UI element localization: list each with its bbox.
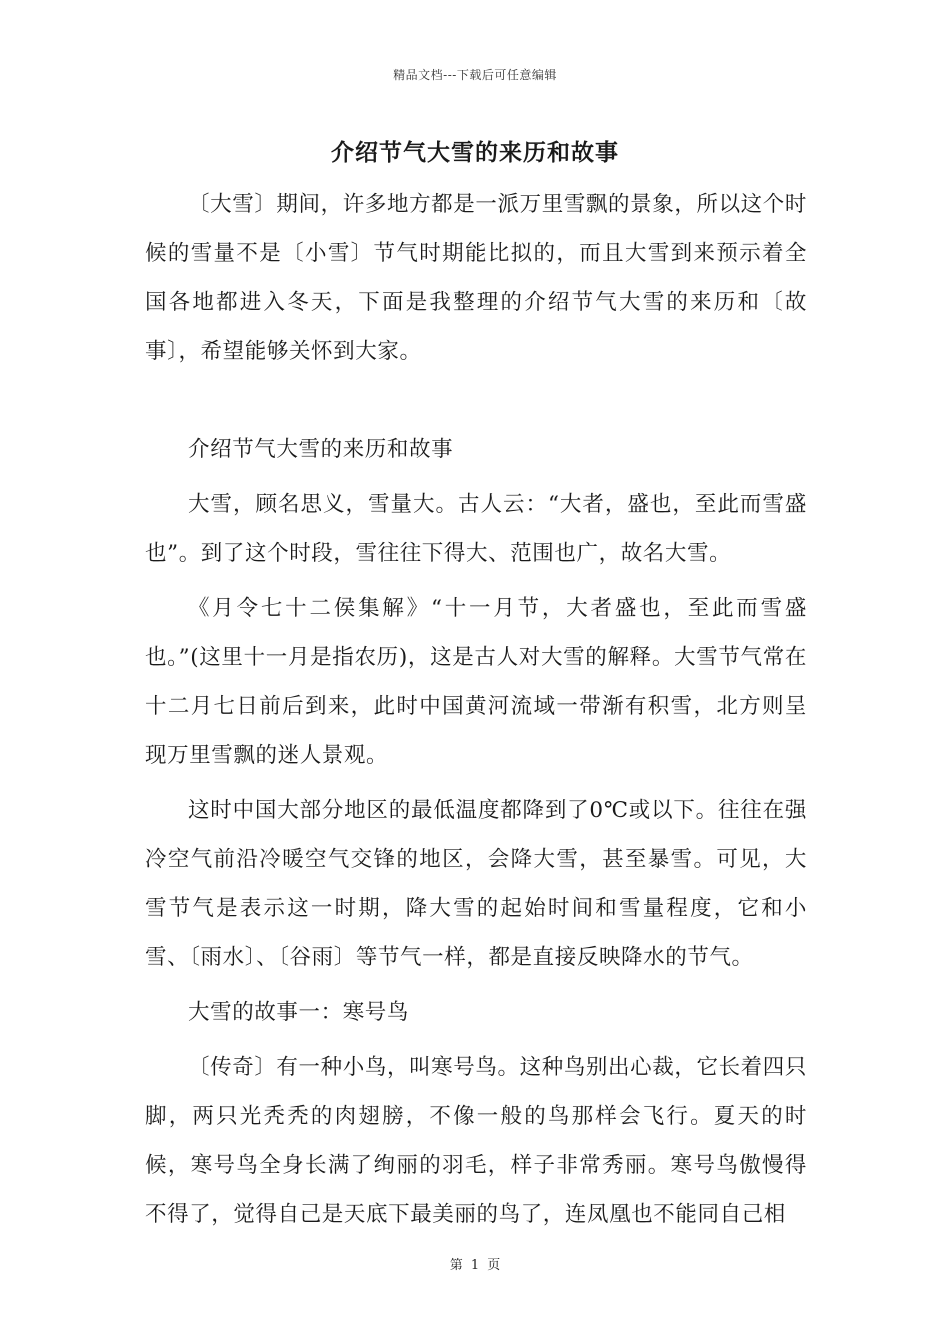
intro-paragraph: 〔大雪〕期间，许多地方都是一派万里雪飘的景象，所以这个时候的雪量不是〔小雪〕节气时期能比拟的，而且大雪到来预示着全国各地都进入冬天，下面是我整理的介绍节气大雪的来历和〔故事〕，希望能够关怀到大家。: [145, 192, 807, 364]
section-heading: 介绍节气大雪的来历和故事: [188, 437, 454, 462]
body-paragraph: 大雪，顾名思义，雪量大。古人云：“大者，盛也，至此而雪盛也”。到了这个时段，雪往往下得大、范围也广，故名大雪。: [145, 492, 807, 566]
body-paragraph: 《月令七十二侯集解》“十一月节，大者盛也，至此而雪盛也。”(这里十一月是指农历)，这是古人对大雪的解释。大雪节气常在十二月七日前后到来，此时中国黄河流域一带渐有积雪，北方则呈现万里雪飘的迷人景观。: [145, 596, 807, 768]
document-body: [145, 180, 807, 1239]
body-paragraph: 〔传奇〕有一种小鸟，叫寒号鸟。这种鸟别出心裁，它长着四只脚，两只光秃秃的肉翅膀，不像一般的鸟那样会飞行。夏天的时候，寒号鸟全身长满了绚丽的羽毛，样子非常秀丽。寒号鸟傲慢得不得了，觉得自己是天底下最美丽的鸟了，连凤凰也不能同自己相: [145, 1055, 807, 1227]
story-heading: 大雪的故事一：寒号鸟: [188, 1000, 410, 1025]
body-paragraph: 这时中国大部分地区的最低温度都降到了0℃或以下。往往在强冷空气前沿冷暖空气交锋的地区，会降大雪，甚至暴雪。可见，大雪节气是表示这一时期，降大雪的起始时间和雪量程度，它和小雪、〔雨水〕、〔谷雨〕等节气一样，都是直接反映降水的节气。: [145, 798, 807, 970]
page-number: 第 1 页: [449, 1258, 501, 1273]
document-title: 介绍节气大雪的来历和故事: [331, 139, 619, 166]
header-note: 精品文档---下载后可任意编辑: [393, 68, 557, 82]
